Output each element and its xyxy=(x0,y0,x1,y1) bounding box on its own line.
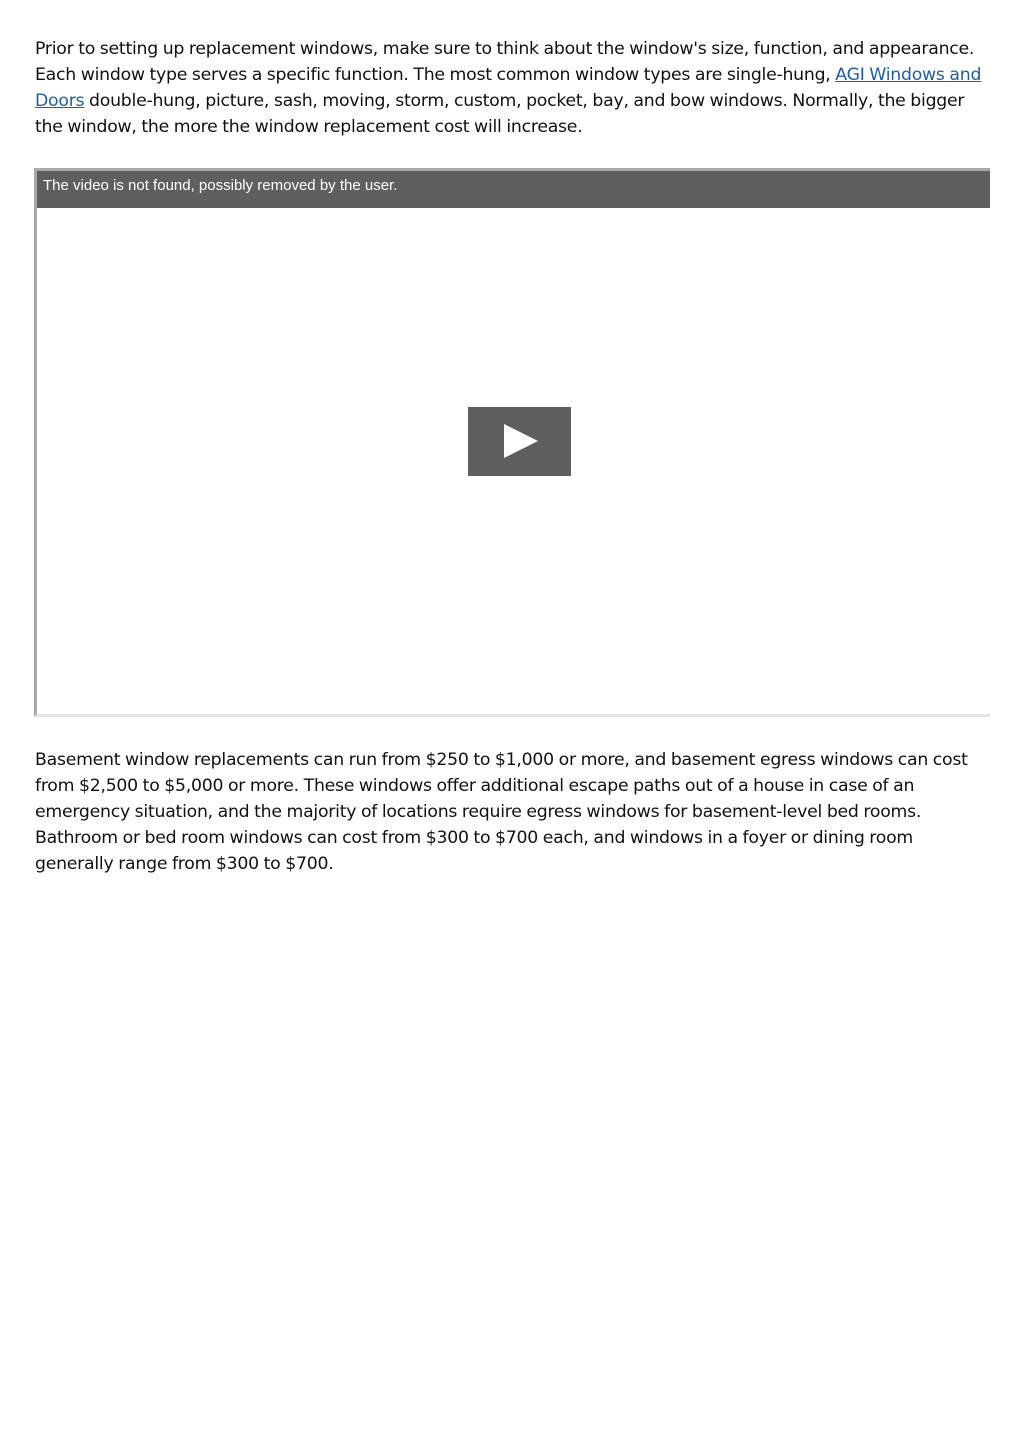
video-embed[interactable] xyxy=(34,168,990,717)
agi-windows-and-doors-link[interactable]: AGI Windows and Doors xyxy=(35,65,982,111)
intro-text-after-link: double-hung, picture, sash, moving, storm, custom, pocket, bay, and bow windows. Normally, the bigger the window, the more the window replacement cost will increase. xyxy=(35,91,965,137)
video-not-found-message: The video is not found, possibly removed by the user. xyxy=(43,177,398,194)
play-button[interactable] xyxy=(468,407,571,476)
video-title-bar xyxy=(37,171,990,208)
play-icon xyxy=(504,424,538,458)
intro-text-before-link: Prior to setting up replacement windows, make sure to think about the window's size, function, and appearance. Each window type serves a specific function. The most common window types are single-hung, xyxy=(35,39,975,85)
basement-windows-paragraph: Basement window replacements can run from $250 to $1,000 or more, and basement egress windows can cost from $2,500 to $5,000 or more. These windows offer additional escape paths out of a house in case of an emergency situation, and the majority of locations require egress windows for basement-level bed rooms. Bathroom or bed room windows can cost from $300 to $700 each, and windows in a foyer or dining room generally range from $300 to $700. xyxy=(35,750,968,874)
intro-paragraph xyxy=(35,36,990,140)
